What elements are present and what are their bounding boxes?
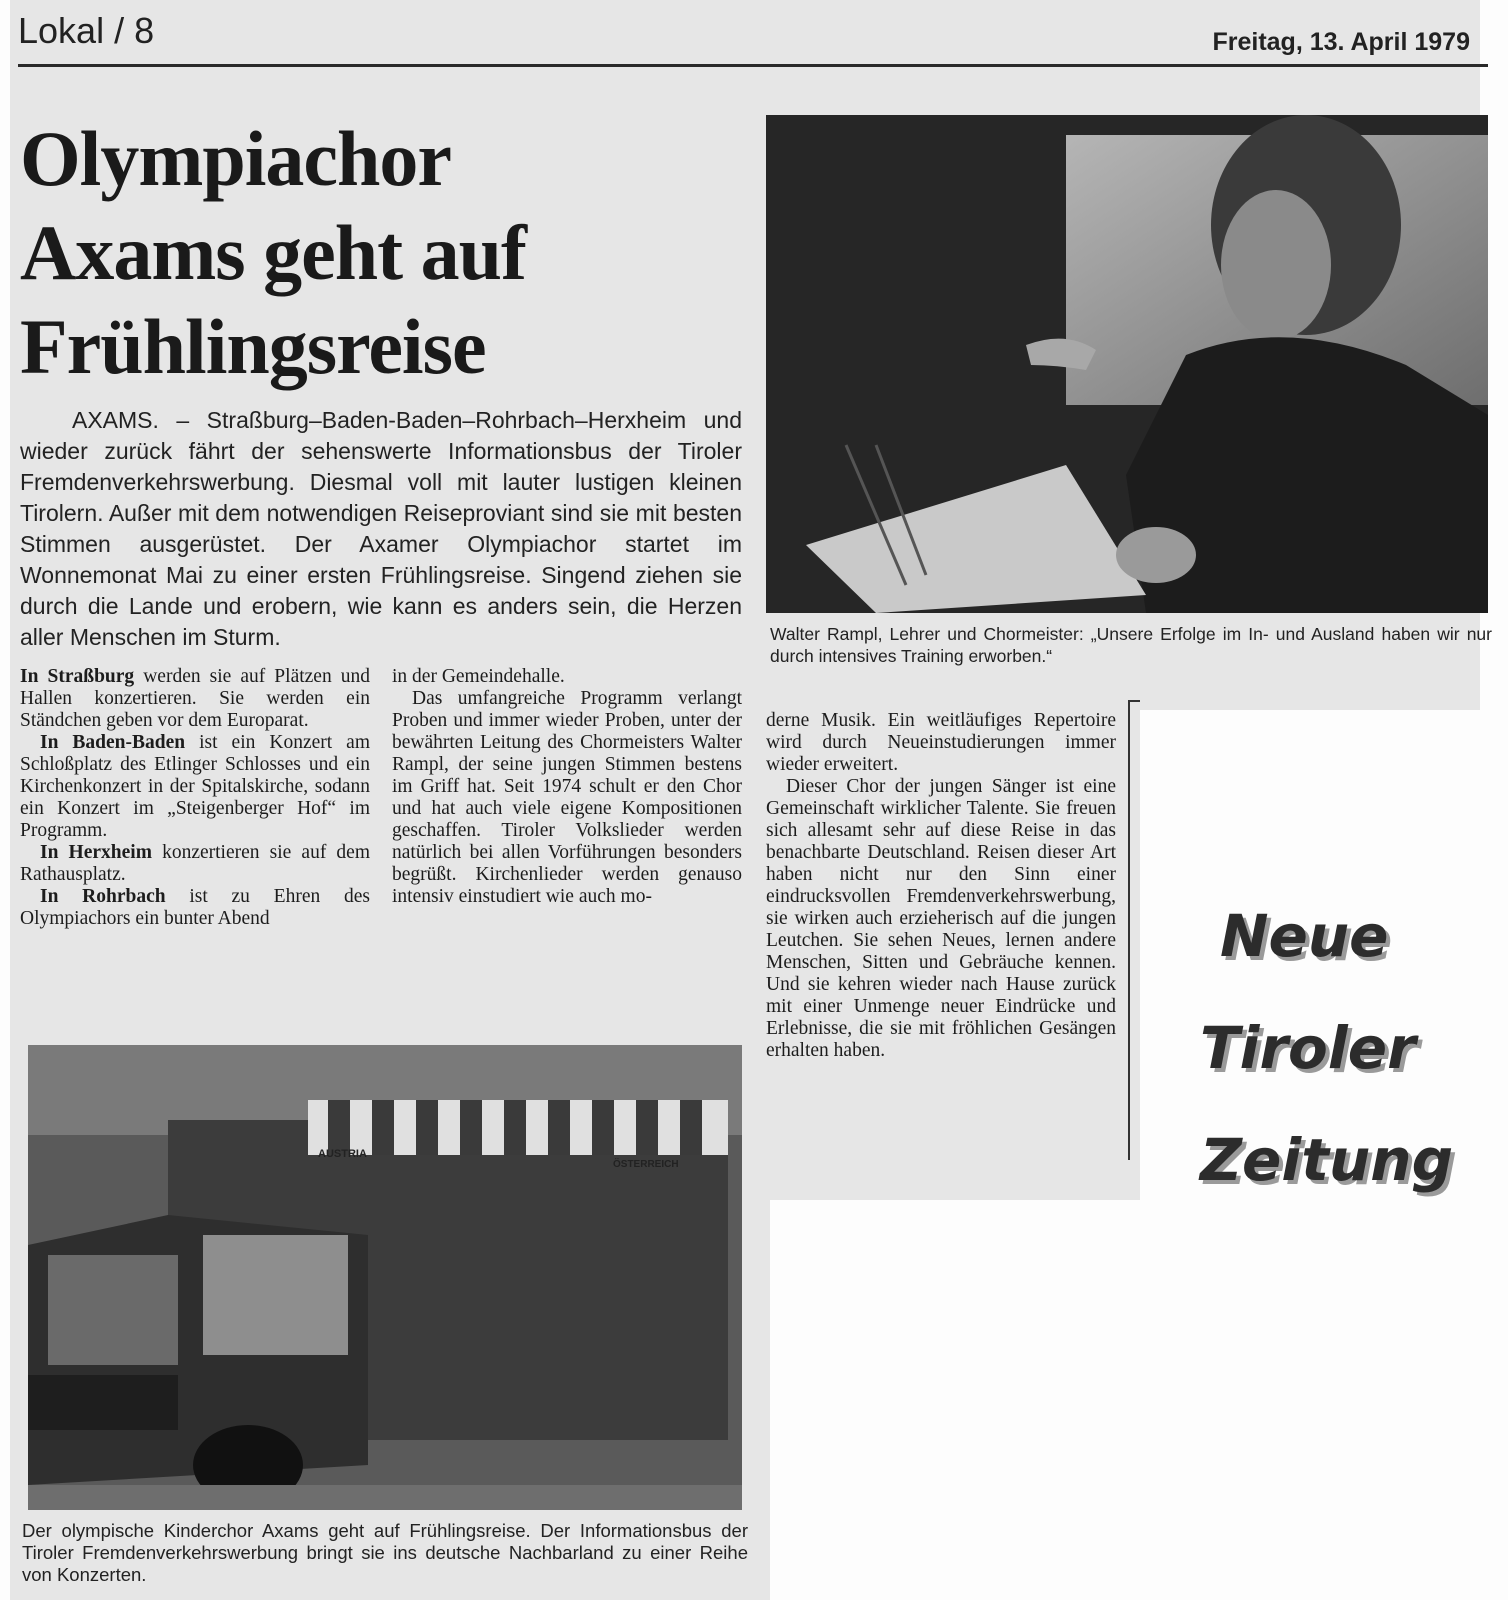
headline-line-3: Frühlingsreise bbox=[20, 303, 486, 390]
paragraph-text: werden sie auf Plätzen und Hallen konzertieren. Sie werden ein Ständchen geben vor dem Europarat. bbox=[20, 666, 370, 731]
bus-stripes bbox=[308, 1100, 728, 1155]
choir-photo-caption: Walter Rampl, Lehrer und Chormeister: „Unsere Erfolge im In- und Ausland haben wir nur durch intensives Training erworben.“ bbox=[770, 624, 1492, 666]
newspaper-name-stamp bbox=[1200, 880, 1490, 1216]
paragraph: derne Musik. Ein weitläufiges Repertoire wird durch Neueinstudierungen immer wieder erweitert. bbox=[766, 710, 1116, 775]
info-bus-photo bbox=[28, 1045, 742, 1510]
column-border-top bbox=[1128, 700, 1140, 702]
bus-sign-right: ÖSTERREICH bbox=[613, 1159, 679, 1170]
info-bus-photo-image bbox=[28, 1045, 742, 1510]
paragraph bbox=[20, 886, 370, 930]
paragraph bbox=[20, 666, 370, 732]
paragraph-text: ist ein Konzert am Schloßplatz des Etlinger Schlosses und ein Kirchenkonzert in der Spitalskirche, sodann ein Konzert im „Steigenberger Hof“ im Programm. bbox=[20, 732, 371, 841]
city-baden-baden: In Baden-Baden bbox=[40, 732, 186, 753]
article-column-3 bbox=[766, 710, 1116, 1062]
paragraph bbox=[20, 842, 370, 886]
city-rohrbach: In Rohrbach bbox=[40, 886, 166, 907]
paragraph: Dieser Chor der jungen Sänger ist eine Gemeinschaft wirklicher Talente. Sie freuen sich allesamt sehr auf diese Reise in das benachbarte Deutschland. Reisen dieser Art haben nicht nur den Sinn einer eindrucksvollen Fremdenverkehrswerbung, sie wirken auch erzieherisch auf die jungen Leutchen. Sie sehen Neues, lernen andere Menschen, Sitten und Gebräuche kennen. Und sie kehren wieder nach Hause zurück mit einer Unmenge neuer Eindrücke und Erlebnisse, die sie mit fröhlichen Gesängen erhalten haben. bbox=[766, 776, 1116, 1061]
article-column-2 bbox=[392, 666, 742, 908]
headline-line-1: Olympiachor bbox=[20, 115, 451, 202]
column-border bbox=[1128, 700, 1130, 1160]
choirmaster-photo bbox=[766, 115, 1488, 613]
paragraph-text: ist zu Ehren des Olympiachors ein bunter Abend bbox=[20, 886, 370, 929]
paragraph bbox=[20, 732, 370, 842]
bus-sign-left: AUSTRIA bbox=[318, 1148, 367, 1160]
city-herxheim: In Herxheim bbox=[40, 842, 152, 863]
paragraph-text: konzertieren sie auf dem Rathausplatz. bbox=[20, 842, 371, 885]
paragraph: Das umfangreiche Programm verlangt Proben und immer wieder Proben, unter der bewährten Leitung des Chormeisters Walter Rampl, der seine jungen Stimmen bestens im Griff hat. Seit 1974 schult er den Chor und hat auch viele eigene Kompositionen geschaffen. Tiroler Volkslieder werden natürlich bei allen Vorführungen besonders begrüßt. Kirchenlieder werden genauso intensiv einstudiert wie auch mo- bbox=[392, 688, 742, 907]
stamp-line-2: Tiroler bbox=[1200, 1014, 1416, 1082]
choirmaster-photo-image bbox=[766, 115, 1488, 613]
article-column-1 bbox=[20, 666, 370, 930]
bus-photo-caption: Der olympische Kinderchor Axams geht auf Frühlingsreise. Der Informationsbus der Tiroler Fremdenverkehrswerbung bringt sie ins deutsche Nachbarland zu einer Reihe von Konzerten. bbox=[22, 1520, 748, 1585]
headline-line-2: Axams geht auf bbox=[20, 209, 526, 296]
issue-date: Freitag, 13. April 1979 bbox=[1212, 28, 1470, 56]
headline bbox=[20, 112, 740, 394]
lead-text: AXAMS. – Straßburg–Baden-Baden–Rohrbach–Herxheim und wieder zurück fährt der sehenswerte Informationsbus der Tiroler Fremdenverkehrswerbung. Diesmal voll mit lauter lustigen kleinen Tirolern. Außer mit dem notwendigen Reiseproviant sind sie mit besten Stimmen ausgerüstet. Der Axamer Olympiachor startet im Wonnemonat Mai zu einer ersten Frühlingsreise. Singend ziehen sie durch die Lande und erobern, wie kann es anders sein, die Herzen aller Menschen im Sturm. bbox=[20, 407, 742, 650]
stamp-line-1: Neue bbox=[1220, 902, 1389, 970]
blank-paper-area-lower bbox=[770, 1200, 1508, 1600]
paragraph: in der Gemeindehalle. bbox=[392, 666, 565, 687]
lead-paragraph bbox=[20, 405, 742, 653]
city-strassburg: In Straßburg bbox=[20, 666, 135, 687]
header-rule bbox=[18, 64, 1488, 67]
stamp-line-3: Zeitung bbox=[1200, 1126, 1454, 1194]
section-label: Lokal / 8 bbox=[18, 10, 155, 51]
